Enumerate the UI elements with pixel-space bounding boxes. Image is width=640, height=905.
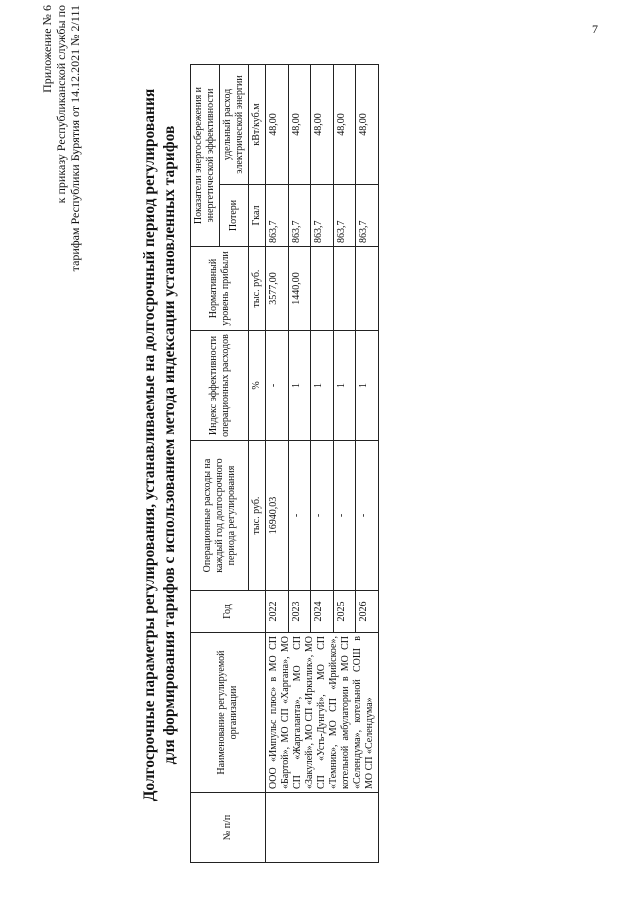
year-cell: 2025 [333, 591, 356, 633]
year-cell: 2024 [311, 591, 334, 633]
num-cell [266, 793, 379, 863]
consumption-cell: 48,00 [288, 65, 311, 185]
annex-line: тарифам Республики Бурятия от 14.12.2021 № 2/111 [68, 5, 82, 272]
eff-cell: - [266, 331, 289, 441]
header-opex: Операционные расходы на каждый год долгосрочного периода регулирования [191, 441, 249, 591]
losses-cell: 863,7 [311, 185, 334, 247]
consumption-cell: 48,00 [356, 65, 379, 185]
eff-cell: 1 [356, 331, 379, 441]
page-number: 7 [592, 22, 598, 36]
losses-cell: 863,7 [356, 185, 379, 247]
consumption-cell: 48,00 [333, 65, 356, 185]
title-line: Долгосрочные параметры регулирования, устанавливаемые на долгосрочный период регулирования [141, 88, 158, 802]
rotated-page [40, 5, 640, 885]
unit-eff: % [249, 331, 266, 441]
profit-cell [311, 247, 334, 331]
eff-cell: 1 [311, 331, 334, 441]
year-cell: 2026 [356, 591, 379, 633]
opex-cell: - [288, 441, 311, 591]
opex-cell: 16940,03 [266, 441, 289, 591]
losses-cell: 863,7 [333, 185, 356, 247]
profit-cell [356, 247, 379, 331]
losses-cell: 863,7 [266, 185, 289, 247]
consumption-cell: 48,00 [311, 65, 334, 185]
table-row [266, 65, 289, 863]
profit-cell [333, 247, 356, 331]
unit-opex: тыс. руб. [249, 441, 266, 591]
header-year: Год [191, 591, 266, 633]
header-eff: Индекс эффективности операционных расходов [191, 331, 249, 441]
opex-cell: - [333, 441, 356, 591]
unit-losses: Гкал [249, 185, 266, 247]
eff-cell: 1 [288, 331, 311, 441]
opex-cell: - [356, 441, 379, 591]
parameters-table [190, 64, 379, 863]
annex-line: Приложение № 6 [40, 5, 54, 93]
annex-header [40, 5, 82, 271]
annex-line: к приказу Республиканской службы по [54, 5, 68, 204]
header-energy-group: Показатели энергосбережения и энергетической эффективности [191, 65, 220, 247]
consumption-cell: 48,00 [266, 65, 289, 185]
header-consumption: удельный расход электрической энергии [220, 65, 249, 185]
profit-cell: 1440,00 [288, 247, 311, 331]
unit-consumption: кВт/куб.м [249, 65, 266, 185]
losses-cell: 863,7 [288, 185, 311, 247]
eff-cell: 1 [333, 331, 356, 441]
year-cell: 2023 [288, 591, 311, 633]
header-profit: Нормативный уровень прибыли [191, 247, 249, 331]
unit-profit: тыс. руб. [249, 247, 266, 331]
header-losses: Потери [220, 185, 249, 247]
header-num: № п/п [191, 793, 266, 863]
opex-cell: - [311, 441, 334, 591]
document-title [140, 5, 180, 885]
profit-cell: 3577,00 [266, 247, 289, 331]
year-cell: 2022 [266, 591, 289, 633]
org-name-cell: ООО «Импульс плюс» в МО СП «Бартой», МО СП «Харгана», МО СП «Жаргаланта», МО СП «Закулей», МО СП «Иркилик», МО СП «Усть-Дунгуй», МО СП «Темник», МО СП «Ирийское», котельной амбулатории в МО СП «Селендума», котельной СОШ в МО СП «Селендума» [266, 633, 379, 793]
header-org: Наименование регулируемой организации [191, 633, 266, 793]
title-line: для формирования тарифов с использованием метода индексации установленных тарифов [161, 125, 178, 765]
